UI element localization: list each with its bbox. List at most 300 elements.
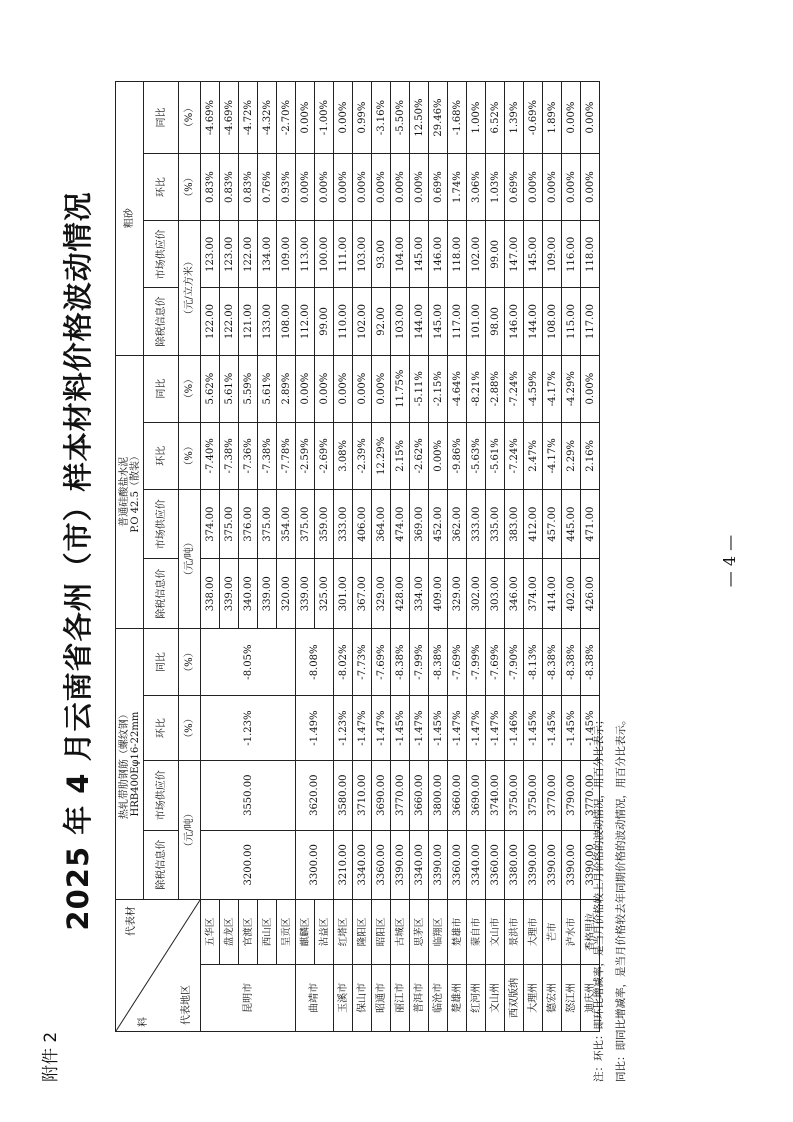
steel-mom-cell: -1.45% xyxy=(524,696,543,761)
steel-market-header: 市场供应价 xyxy=(144,760,179,830)
cement-mom-cell: 3.08% xyxy=(334,422,353,489)
district-cell: 芒市 xyxy=(543,900,562,965)
city-cell: 临沧市 xyxy=(429,964,448,1031)
cement-market-cell: 457.00 xyxy=(543,489,562,559)
district-cell: 官渡区 xyxy=(239,900,258,965)
table-row xyxy=(524,82,543,1032)
cement-name: 普通硅酸盐水泥 xyxy=(118,456,130,527)
sand-mom-cell: 0.00% xyxy=(391,154,410,221)
sand-excl-cell: 101.00 xyxy=(467,288,486,355)
district-cell: 蒙自市 xyxy=(467,900,486,965)
table-row xyxy=(562,82,581,1032)
cement-mom-cell: 2.29% xyxy=(562,422,581,489)
cement-excl-cell: 340.00 xyxy=(239,559,258,629)
steel-mom-cell: -1.47% xyxy=(410,696,429,761)
cement-mom-cell: -5.63% xyxy=(467,422,486,489)
steel-mom-cell: -1.47% xyxy=(448,696,467,761)
sand-market-cell: 109.00 xyxy=(277,221,296,288)
steel-market-cell: 3620.00 xyxy=(296,760,334,830)
city-cell: 丽江市 xyxy=(391,964,410,1031)
steel-yoy-cell: -8.13% xyxy=(524,629,543,696)
district-cell: 沾益区 xyxy=(315,900,334,965)
steel-yoy-cell: -7.69% xyxy=(372,629,391,696)
sand-market-cell: 102.00 xyxy=(467,221,486,288)
steel-market-cell: 3770.00 xyxy=(581,760,600,830)
sand-name: 粗砂 xyxy=(124,208,135,229)
city-cell: 楚雄州 xyxy=(448,964,467,1031)
steel-market-cell: 3740.00 xyxy=(486,760,505,830)
district-cell: 景洪市 xyxy=(505,900,524,965)
cement-yoy-cell: 11.75% xyxy=(391,355,410,422)
steel-yoy-cell: -7.99% xyxy=(467,629,486,696)
cement-yoy-cell: -2.88% xyxy=(486,355,505,422)
steel-excl-cell: 3360.00 xyxy=(448,830,467,900)
steel-excl-cell: 3340.00 xyxy=(410,830,429,900)
sand-yoy-cell: 0.00% xyxy=(581,82,600,154)
steel-excl-cell: 3390.00 xyxy=(391,830,410,900)
sand-yoy-cell: -3.16% xyxy=(372,82,391,154)
steel-group-header xyxy=(116,629,144,900)
sand-mom-cell: 0.83% xyxy=(239,154,258,221)
sand-market-cell: 134.00 xyxy=(258,221,277,288)
cement-yoy-unit: （%） xyxy=(179,355,201,422)
cement-yoy-cell: 2.89% xyxy=(277,355,296,422)
district-cell: 盘龙区 xyxy=(220,900,239,965)
cement-mom-cell: -4.17% xyxy=(543,422,562,489)
sand-mom-cell: 1.74% xyxy=(448,154,467,221)
steel-yoy-cell: -8.38% xyxy=(391,629,410,696)
sand-mom-cell: 0.00% xyxy=(296,154,315,221)
sand-mom-cell: 0.00% xyxy=(581,154,600,221)
sand-mom-cell: 0.00% xyxy=(524,154,543,221)
cement-mom-cell: 0.00% xyxy=(429,422,448,489)
steel-excl-cell: 3200.00 xyxy=(201,830,296,900)
steel-market-cell: 3690.00 xyxy=(467,760,486,830)
sand-excl-cell: 145.00 xyxy=(429,288,448,355)
steel-mom-cell: -1.47% xyxy=(353,696,372,761)
cement-yoy-cell: -8.21% xyxy=(467,355,486,422)
steel-yoy-cell: -8.38% xyxy=(429,629,448,696)
note-yoy: 同比：即同比增减率，是当月价格较去年同期价格的波动情况，用百分比表示。 xyxy=(615,714,627,1082)
table-body xyxy=(201,82,334,1032)
cement-yoy-cell: 0.00% xyxy=(334,355,353,422)
table-header xyxy=(116,82,201,1032)
city-cell: 大理州 xyxy=(524,964,543,1031)
steel-spec: HRB400Eφ16-22mm xyxy=(129,711,141,817)
sand-mom-cell: 0.93% xyxy=(277,154,296,221)
sand-yoy-cell: -5.50% xyxy=(391,82,410,154)
sand-mom-cell: 0.83% xyxy=(220,154,239,221)
district-cell: 思茅区 xyxy=(410,900,429,965)
table-row xyxy=(334,82,353,1032)
steel-excl-header: 除税信息价 xyxy=(144,830,179,900)
steel-market-cell: 3770.00 xyxy=(543,760,562,830)
sand-mom-cell: 0.69% xyxy=(505,154,524,221)
sand-market-cell: 145.00 xyxy=(410,221,429,288)
sand-yoy-cell: -4.72% xyxy=(239,82,258,154)
steel-yoy-cell: -8.38% xyxy=(581,629,600,696)
steel-yoy-cell: -8.05% xyxy=(201,629,296,696)
district-cell: 临翔区 xyxy=(429,900,448,965)
cement-yoy-cell: 0.00% xyxy=(372,355,391,422)
sand-yoy-cell: 1.00% xyxy=(467,82,486,154)
cement-spec: P.O 42.5（散装） xyxy=(129,451,141,533)
table-row xyxy=(410,82,429,1032)
steel-excl-cell: 3390.00 xyxy=(429,830,448,900)
sand-excl-cell: 117.00 xyxy=(581,288,600,355)
steel-yoy-cell: -7.69% xyxy=(448,629,467,696)
cement-mom-cell: -7.78% xyxy=(277,422,296,489)
sand-unit-header: （元/立方米） xyxy=(179,221,201,355)
sand-yoy-cell: -0.69% xyxy=(524,82,543,154)
cement-excl-cell: 303.00 xyxy=(486,559,505,629)
sand-yoy-header: 同比 xyxy=(144,82,179,154)
sand-market-cell: 116.00 xyxy=(562,221,581,288)
steel-mom-cell: -1.46% xyxy=(505,696,524,761)
steel-excl-cell: 3380.00 xyxy=(505,830,524,900)
steel-excl-cell: 3390.00 xyxy=(562,830,581,900)
cement-excl-cell: 374.00 xyxy=(524,559,543,629)
sand-market-cell: 123.00 xyxy=(201,221,220,288)
table-row xyxy=(429,82,448,1032)
page-title: 2025 年 4 月云南省各州（市）样本材料价格波动情况 xyxy=(61,191,95,931)
cement-excl-cell: 426.00 xyxy=(581,559,600,629)
cement-excl-cell: 409.00 xyxy=(429,559,448,629)
cement-yoy-cell: 0.00% xyxy=(296,355,315,422)
sand-yoy-cell: 6.52% xyxy=(486,82,505,154)
sand-excl-cell: 99.00 xyxy=(315,288,334,355)
cement-mom-cell: -7.24% xyxy=(505,422,524,489)
sand-market-cell: 93.00 xyxy=(372,221,391,288)
sand-market-cell: 147.00 xyxy=(505,221,524,288)
steel-mom-cell: -1.47% xyxy=(372,696,391,761)
cement-yoy-cell: -5.11% xyxy=(410,355,429,422)
sand-yoy-unit: （%） xyxy=(179,82,201,154)
district-cell: 呈贡区 xyxy=(277,900,296,965)
sand-excl-cell: 92.00 xyxy=(372,288,391,355)
steel-yoy-cell: -8.02% xyxy=(334,629,353,696)
cement-excl-cell: 339.00 xyxy=(220,559,239,629)
steel-excl-cell: 3390.00 xyxy=(581,830,600,900)
district-cell: 隆阳区 xyxy=(353,900,372,965)
sand-yoy-cell: -4.69% xyxy=(220,82,239,154)
cement-mom-cell: -5.61% xyxy=(486,422,505,489)
district-cell: 泸水市 xyxy=(562,900,581,965)
steel-mom-cell: -1.23% xyxy=(201,696,296,761)
steel-market-cell: 3550.00 xyxy=(201,760,296,830)
cement-yoy-header: 同比 xyxy=(144,355,179,422)
district-cell: 麒麟区 xyxy=(296,900,315,965)
cement-group-header xyxy=(116,355,144,628)
steel-yoy-cell: -7.99% xyxy=(410,629,429,696)
city-cell: 玉溪市 xyxy=(334,964,353,1031)
cement-mom-cell: 2.15% xyxy=(391,422,410,489)
sand-yoy-cell: 1.39% xyxy=(505,82,524,154)
sand-excl-cell: 102.00 xyxy=(353,288,372,355)
steel-yoy-cell: -7.73% xyxy=(353,629,372,696)
city-rows xyxy=(334,82,600,1032)
sand-market-cell: 113.00 xyxy=(296,221,315,288)
cement-yoy-cell: 0.00% xyxy=(353,355,372,422)
sand-yoy-cell: 0.00% xyxy=(334,82,353,154)
steel-market-cell: 3660.00 xyxy=(448,760,467,830)
district-cell: 昭阳区 xyxy=(372,900,391,965)
cement-market-cell: 383.00 xyxy=(505,489,524,559)
sand-yoy-cell: -1.68% xyxy=(448,82,467,154)
cement-excl-cell: 367.00 xyxy=(353,559,372,629)
sand-yoy-cell: 1.89% xyxy=(543,82,562,154)
cement-excl-cell: 414.00 xyxy=(543,559,562,629)
cement-yoy-cell: -4.29% xyxy=(562,355,581,422)
steel-excl-cell: 3360.00 xyxy=(372,830,391,900)
steel-market-cell: 3800.00 xyxy=(429,760,448,830)
district-cell: 五华区 xyxy=(201,900,220,965)
city-cell: 保山市 xyxy=(353,964,372,1031)
steel-mom-cell: -1.49% xyxy=(296,696,334,761)
cement-excl-cell: 329.00 xyxy=(448,559,467,629)
cement-yoy-cell: 5.61% xyxy=(258,355,277,422)
cement-excl-cell: 338.00 xyxy=(201,559,220,629)
steel-yoy-cell: -8.38% xyxy=(543,629,562,696)
sand-excl-cell: 108.00 xyxy=(543,288,562,355)
sand-market-cell: 109.00 xyxy=(543,221,562,288)
sand-excl-cell: 146.00 xyxy=(505,288,524,355)
steel-yoy-unit: （%） xyxy=(179,629,201,696)
steel-market-cell: 3660.00 xyxy=(410,760,429,830)
cement-market-cell: 376.00 xyxy=(239,489,258,559)
note-mom: 注：环比：即环比增减率，是当月价格较上月价格的波动情况，用百分比表示； xyxy=(593,714,605,1082)
cement-mom-cell: -7.36% xyxy=(239,422,258,489)
sand-mom-cell: 0.83% xyxy=(201,154,220,221)
sand-yoy-cell: -2.70% xyxy=(277,82,296,154)
cement-excl-cell: 339.00 xyxy=(296,559,315,629)
cement-excl-cell: 325.00 xyxy=(315,559,334,629)
steel-excl-cell: 3340.00 xyxy=(353,830,372,900)
cement-market-cell: 369.00 xyxy=(410,489,429,559)
sand-mom-cell: 3.06% xyxy=(467,154,486,221)
steel-market-cell: 3790.00 xyxy=(562,760,581,830)
page-number: — 4 — xyxy=(720,534,739,588)
steel-excl-cell: 3390.00 xyxy=(543,830,562,900)
steel-mom-cell: -1.45% xyxy=(391,696,410,761)
sand-market-cell: 122.00 xyxy=(239,221,258,288)
city-cell: 昭通市 xyxy=(372,964,391,1031)
cement-market-cell: 335.00 xyxy=(486,489,505,559)
steel-mom-unit: （%） xyxy=(179,696,201,761)
cement-mom-cell: -7.40% xyxy=(201,422,220,489)
sand-excl-cell: 115.00 xyxy=(562,288,581,355)
steel-yoy-cell: -8.08% xyxy=(296,629,334,696)
sand-excl-cell: 122.00 xyxy=(220,288,239,355)
cement-yoy-cell: -4.17% xyxy=(543,355,562,422)
cement-market-cell: 364.00 xyxy=(372,489,391,559)
steel-market-cell: 3750.00 xyxy=(524,760,543,830)
cement-market-cell: 375.00 xyxy=(258,489,277,559)
sand-excl-cell: 133.00 xyxy=(258,288,277,355)
sand-mom-cell: 0.69% xyxy=(429,154,448,221)
cement-mom-cell: -2.62% xyxy=(410,422,429,489)
city-cell: 西双版纳 xyxy=(505,964,524,1031)
steel-mom-header: 环比 xyxy=(144,696,179,761)
sand-mom-cell: 0.00% xyxy=(562,154,581,221)
sand-mom-unit: （%） xyxy=(179,154,201,221)
steel-market-cell: 3770.00 xyxy=(391,760,410,830)
corner-material-suffix: 料 xyxy=(138,1017,149,1027)
sand-excl-cell: 144.00 xyxy=(410,288,429,355)
table-row xyxy=(372,82,391,1032)
corner-header-cell xyxy=(116,900,201,1032)
sand-group-header xyxy=(116,82,144,356)
steel-mom-cell: -1.45% xyxy=(562,696,581,761)
table-row xyxy=(353,82,372,1032)
steel-mom-cell: -1.47% xyxy=(486,696,505,761)
sand-market-cell: 145.00 xyxy=(524,221,543,288)
sand-mom-cell: 0.00% xyxy=(315,154,334,221)
table-row xyxy=(201,82,220,1032)
cement-mom-unit: （%） xyxy=(179,422,201,489)
sand-excl-cell: 110.00 xyxy=(334,288,353,355)
steel-market-cell: 3580.00 xyxy=(334,760,353,830)
cement-market-cell: 445.00 xyxy=(562,489,581,559)
sand-market-cell: 146.00 xyxy=(429,221,448,288)
table-row xyxy=(467,82,486,1032)
sand-excl-cell: 98.00 xyxy=(486,288,505,355)
table-row xyxy=(543,82,562,1032)
cement-market-cell: 374.00 xyxy=(201,489,220,559)
cement-yoy-cell: 0.00% xyxy=(581,355,600,422)
cement-market-cell: 471.00 xyxy=(581,489,600,559)
steel-unit-header: （元/吨） xyxy=(179,760,201,899)
cement-market-cell: 375.00 xyxy=(220,489,239,559)
district-cell: 红塔区 xyxy=(334,900,353,965)
sand-yoy-cell: -4.32% xyxy=(258,82,277,154)
cement-excl-header: 除税信息价 xyxy=(144,559,179,629)
steel-market-cell: 3690.00 xyxy=(372,760,391,830)
city-cell: 迪庆州 xyxy=(581,964,600,1031)
cement-excl-cell: 320.00 xyxy=(277,559,296,629)
cement-market-cell: 412.00 xyxy=(524,489,543,559)
cement-excl-cell: 334.00 xyxy=(410,559,429,629)
cement-mom-cell: 2.47% xyxy=(524,422,543,489)
cement-excl-cell: 329.00 xyxy=(372,559,391,629)
sand-mom-cell: 0.00% xyxy=(372,154,391,221)
cement-excl-cell: 301.00 xyxy=(334,559,353,629)
district-cell: 古城区 xyxy=(391,900,410,965)
city-cell: 普洱市 xyxy=(410,964,429,1031)
cement-mom-cell: -7.38% xyxy=(220,422,239,489)
city-cell: 红河州 xyxy=(467,964,486,1031)
steel-excl-cell: 3390.00 xyxy=(524,830,543,900)
sand-mom-cell: 0.00% xyxy=(353,154,372,221)
sand-excl-cell: 108.00 xyxy=(277,288,296,355)
cement-mom-cell: -2.39% xyxy=(353,422,372,489)
cement-excl-cell: 402.00 xyxy=(562,559,581,629)
steel-yoy-cell: -7.90% xyxy=(505,629,524,696)
district-cell: 香格里拉 xyxy=(581,900,600,965)
cement-yoy-cell: -2.15% xyxy=(429,355,448,422)
sand-market-cell: 100.00 xyxy=(315,221,334,288)
sand-yoy-cell: 0.00% xyxy=(296,82,315,154)
sand-yoy-cell: 12.50% xyxy=(410,82,429,154)
steel-yoy-header: 同比 xyxy=(144,629,179,696)
steel-market-cell: 3710.00 xyxy=(353,760,372,830)
steel-mom-cell: -1.45% xyxy=(429,696,448,761)
sand-excl-cell: 117.00 xyxy=(448,288,467,355)
city-cell: 曲靖市 xyxy=(296,964,334,1031)
cement-market-cell: 359.00 xyxy=(315,489,334,559)
sand-excl-header: 除税信息价 xyxy=(144,288,179,355)
city-cell: 德宏州 xyxy=(543,964,562,1031)
sand-mom-cell: 0.00% xyxy=(543,154,562,221)
steel-excl-cell: 3340.00 xyxy=(467,830,486,900)
cement-excl-cell: 339.00 xyxy=(258,559,277,629)
cement-yoy-cell: -4.64% xyxy=(448,355,467,422)
sand-mom-cell: 1.03% xyxy=(486,154,505,221)
steel-excl-cell: 3300.00 xyxy=(296,830,334,900)
sand-yoy-cell: -1.00% xyxy=(315,82,334,154)
table-row xyxy=(296,82,315,1032)
cement-excl-cell: 302.00 xyxy=(467,559,486,629)
sand-yoy-cell: 0.00% xyxy=(562,82,581,154)
sand-market-cell: 103.00 xyxy=(353,221,372,288)
sand-market-cell: 104.00 xyxy=(391,221,410,288)
steel-yoy-cell: -8.38% xyxy=(562,629,581,696)
cement-mom-cell: -2.59% xyxy=(296,422,315,489)
sand-market-header: 市场供应价 xyxy=(144,221,179,288)
cement-yoy-cell: -7.24% xyxy=(505,355,524,422)
cement-market-cell: 333.00 xyxy=(467,489,486,559)
cement-mom-header: 环比 xyxy=(144,422,179,489)
cement-yoy-cell: 5.59% xyxy=(239,355,258,422)
sand-mom-cell: 0.76% xyxy=(258,154,277,221)
cement-market-cell: 406.00 xyxy=(353,489,372,559)
footnotes xyxy=(588,715,632,1083)
city-cell: 怒江州 xyxy=(562,964,581,1031)
cement-yoy-cell: -4.59% xyxy=(524,355,543,422)
city-cell: 昆明市 xyxy=(201,964,296,1031)
cement-excl-cell: 428.00 xyxy=(391,559,410,629)
cement-market-cell: 354.00 xyxy=(277,489,296,559)
cement-excl-cell: 346.00 xyxy=(505,559,524,629)
sand-excl-cell: 103.00 xyxy=(391,288,410,355)
corner-material-label: 代表材 xyxy=(126,906,137,937)
steel-excl-cell: 3210.00 xyxy=(334,830,353,900)
sand-yoy-cell: 29.46% xyxy=(429,82,448,154)
sand-excl-cell: 122.00 xyxy=(201,288,220,355)
table-row xyxy=(486,82,505,1032)
sand-mom-cell: 0.00% xyxy=(334,154,353,221)
cement-mom-cell: -7.38% xyxy=(258,422,277,489)
steel-name: 热轧带肋钢筋（螺纹钢） xyxy=(118,709,130,820)
table-row xyxy=(391,82,410,1032)
sand-mom-header: 环比 xyxy=(144,154,179,221)
cement-market-cell: 333.00 xyxy=(334,489,353,559)
sand-excl-cell: 112.00 xyxy=(296,288,315,355)
city-cell: 文山州 xyxy=(486,964,505,1031)
cement-market-header: 市场供应价 xyxy=(144,489,179,559)
cement-yoy-cell: 5.62% xyxy=(201,355,220,422)
sand-excl-cell: 121.00 xyxy=(239,288,258,355)
steel-mom-cell: -1.45% xyxy=(543,696,562,761)
district-cell: 文山市 xyxy=(486,900,505,965)
sand-market-cell: 118.00 xyxy=(581,221,600,288)
sand-excl-cell: 144.00 xyxy=(524,288,543,355)
cement-market-cell: 362.00 xyxy=(448,489,467,559)
district-cell: 西山区 xyxy=(258,900,277,965)
table-row xyxy=(448,82,467,1032)
corner-region-label: 代表地区 xyxy=(181,985,192,1025)
sand-yoy-cell: -4.69% xyxy=(201,82,220,154)
